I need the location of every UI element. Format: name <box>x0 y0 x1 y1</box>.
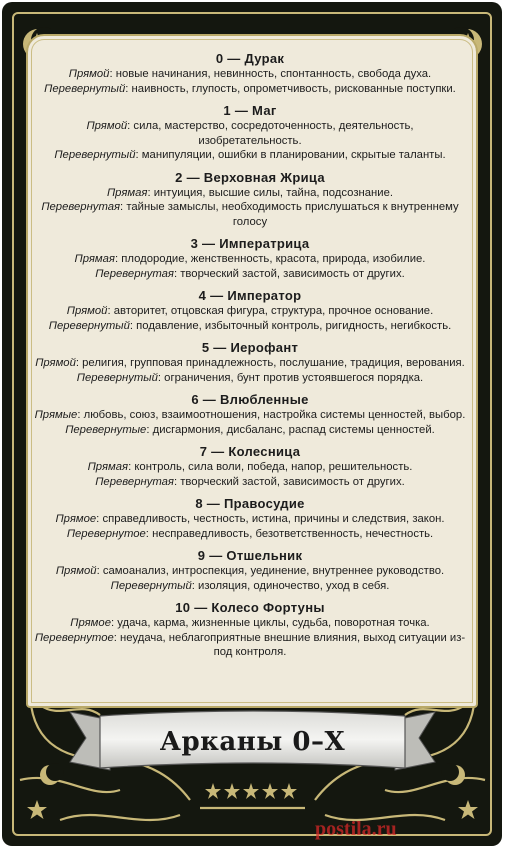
upright-text: : новые начинания, невинность, спонтанность, свобода духа. <box>109 68 432 80</box>
upright-text: : интуиция, высшие силы, тайна, подсознание. <box>147 186 393 199</box>
bottom-stars <box>205 783 297 799</box>
upright-text: : любовь, союз, взаимоотношения, настройка системы ценностей, выбор. <box>77 409 466 421</box>
reversed-label: Перевернутая <box>95 267 174 280</box>
arcana-entry <box>34 600 466 660</box>
reversed-text: : наивность, глупость, опрометчивость, рискованные поступки. <box>125 82 456 95</box>
upright-meaning <box>34 564 466 579</box>
arcana-list <box>34 51 466 667</box>
arcana-entry <box>34 548 466 593</box>
upright-text: : сила, мастерство, сосредоточенность, деятельность, изобретательность. <box>127 120 414 147</box>
reversed-text: : дисгармония, дисбаланс, распад системы ценностей. <box>146 423 435 436</box>
upright-label: Прямая <box>106 186 148 199</box>
reversed-meaning <box>34 579 466 594</box>
arcana-entry <box>34 496 466 541</box>
upright-label: Прямая <box>74 253 115 265</box>
arcana-title: 6 — Влюбленные <box>191 392 309 407</box>
bottom-right-star-icon <box>458 800 478 819</box>
upright-label: Прямой <box>86 120 128 132</box>
reversed-meaning <box>34 475 466 490</box>
arcana-entry <box>34 444 466 489</box>
upright-label: Прямая <box>87 461 129 473</box>
upright-label: Прямой <box>66 305 108 317</box>
upright-label: Прямые <box>34 409 78 421</box>
arcana-title: 10 — Колесо Фортуны <box>175 600 325 615</box>
reversed-meaning <box>34 82 466 97</box>
upright-meaning <box>34 356 466 371</box>
arcana-entry <box>34 51 466 96</box>
star-icon <box>224 783 240 799</box>
upright-meaning <box>34 616 466 631</box>
arcana-title: 0 — Дурак <box>215 51 285 66</box>
reversed-meaning <box>34 371 466 386</box>
reversed-text: : творческий застой, зависимость от других. <box>173 475 405 488</box>
reversed-meaning <box>34 200 466 229</box>
upright-meaning <box>34 186 466 201</box>
reversed-meaning <box>34 527 466 542</box>
arcana-entry <box>34 103 466 163</box>
upright-text: : религия, групповая принадлежность, послушание, традиция, верования. <box>75 357 465 369</box>
reversed-meaning <box>34 148 466 163</box>
watermark: postila.ru <box>315 818 397 840</box>
upright-text: : плодородие, женственность, красота, природа, изобилие. <box>114 253 426 265</box>
upright-label: Прямое <box>55 513 97 525</box>
reversed-label: Перевернутые <box>65 423 147 436</box>
reversed-label: Перевернутый <box>54 149 136 161</box>
arcana-entry <box>34 340 466 385</box>
reversed-label: Перевернутое <box>34 631 114 644</box>
reversed-meaning <box>34 267 466 282</box>
reversed-meaning <box>34 319 466 334</box>
reversed-text: : изоляция, одиночество, уход в себя. <box>191 579 390 592</box>
arcana-title: 3 — Императрица <box>190 236 310 251</box>
upright-text: : самоанализ, интроспекция, уединение, внутреннее руководство. <box>96 565 445 577</box>
arcana-title: 4 — Император <box>198 288 302 303</box>
upright-text: : авторитет, отцовская фигура, структура, прочное основание. <box>107 305 434 317</box>
reversed-label: Перевернутое <box>66 527 146 540</box>
reversed-text: : творческий застой, зависимость от других. <box>173 267 405 280</box>
star-icon <box>281 783 297 799</box>
upright-meaning <box>34 460 466 475</box>
reversed-label: Перевернутый <box>110 579 192 592</box>
reversed-text: : неудача, неблагоприятные внешние влияния, выход ситуации из-под контроля. <box>113 631 466 658</box>
upright-label: Прямой <box>35 357 76 369</box>
upright-label: Прямой <box>55 565 97 577</box>
arcana-entry <box>34 392 466 437</box>
star-icon <box>243 783 259 799</box>
upright-meaning <box>34 252 466 267</box>
reversed-text: : подавление, избыточный контроль, ригидность, негибкость. <box>129 319 452 332</box>
arcana-title: 7 — Колесница <box>199 444 301 459</box>
arcana-entry <box>34 236 466 281</box>
upright-label: Прямой <box>68 68 110 80</box>
reversed-label: Перевернутый <box>76 371 158 384</box>
upright-text: : контроль, сила воли, победа, напор, решительность. <box>128 461 413 473</box>
star-icon <box>262 783 278 799</box>
star-icon <box>205 783 221 799</box>
upright-text: : удача, карма, жизненные циклы, судьба, поворотная точка. <box>110 617 430 629</box>
banner-title: Арканы 0–X <box>159 727 346 757</box>
upright-meaning <box>34 67 466 82</box>
arcana-title: 5 — Иерофант <box>201 340 299 355</box>
reversed-text: : ограничения, бунт против устоявшегося порядка. <box>157 371 424 384</box>
upright-meaning <box>34 408 466 423</box>
reversed-meaning <box>34 423 466 438</box>
upright-text: : справедливость, честность, истина, причины и следствия, закон. <box>96 513 445 525</box>
upright-meaning <box>34 512 466 527</box>
reversed-text: : манипуляции, ошибки в планировании, скрытые таланты. <box>135 149 446 161</box>
reversed-label: Перевернутая <box>41 201 121 213</box>
bottom-left-star-icon <box>27 800 47 819</box>
upright-label: Прямое <box>70 617 111 629</box>
arcana-title: 8 — Правосудие <box>195 496 305 511</box>
reversed-meaning <box>34 631 466 660</box>
reversed-text: : несправедливость, безответственность, нечестность. <box>145 527 434 540</box>
arcana-title: 1 — Маг <box>223 103 277 118</box>
arcana-title: 9 — Отшельник <box>197 548 303 563</box>
arcana-title: 2 — Верховная Жрица <box>175 169 325 185</box>
upright-meaning <box>34 304 466 319</box>
reversed-label: Перевернутый <box>48 319 130 332</box>
reversed-label: Перевернутая <box>95 475 174 488</box>
reversed-label: Перевернутый <box>44 82 126 95</box>
arcana-entry <box>34 288 466 333</box>
upright-meaning <box>34 119 466 148</box>
arcana-entry <box>34 170 466 230</box>
reversed-text: : тайные замыслы, необходимость прислушаться к внутреннему голосу <box>120 201 459 228</box>
